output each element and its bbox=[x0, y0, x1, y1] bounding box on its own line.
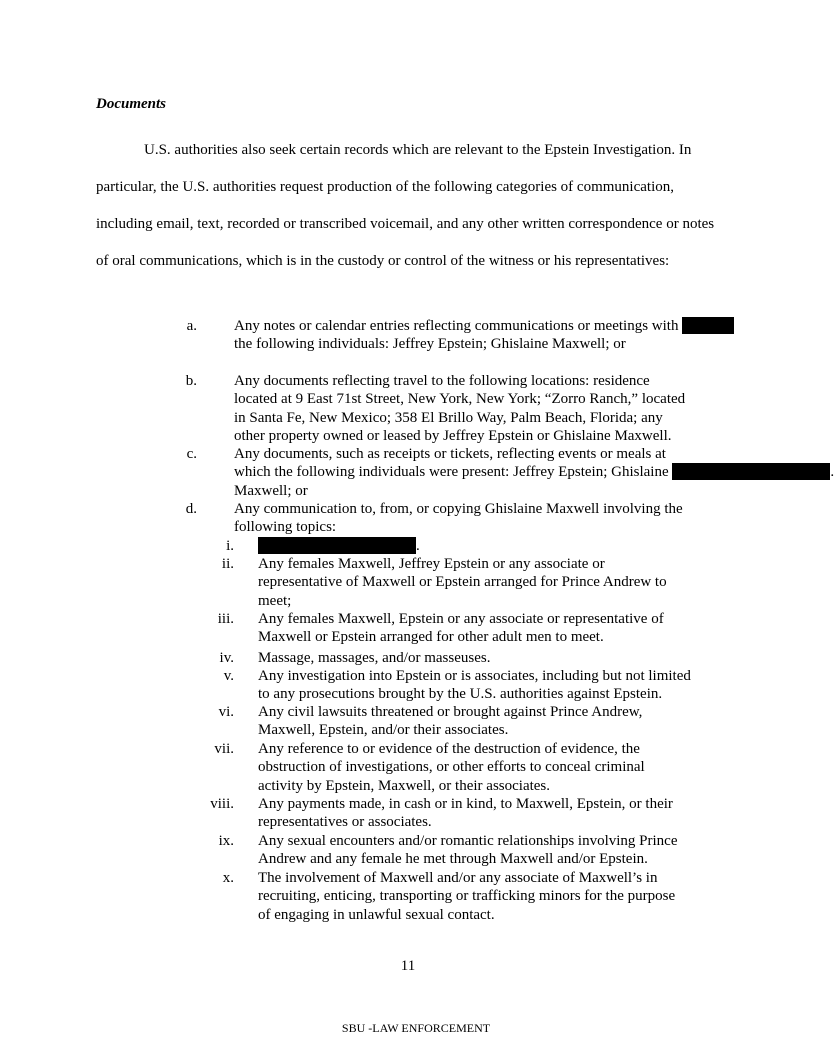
list-item bbox=[234, 445, 834, 500]
sublist-item bbox=[258, 703, 728, 740]
list-item-end: . bbox=[830, 464, 834, 481]
list-marker: c. bbox=[186, 446, 197, 462]
sublist-marker: ii. bbox=[221, 556, 234, 572]
sublist-item-end: . bbox=[416, 538, 420, 554]
sublist-item-line: Any civil lawsuits threatened or brought against Prince Andrew, bbox=[258, 704, 643, 720]
sublist-item-line: Any sexual encounters and/or romantic relationships involving Prince bbox=[258, 833, 678, 849]
intro-paragraph-text: U.S. authorities also seek certain records which are relevant to the Epstein Investigation. In particular, the U.S. authorities request production of the following categories of communication, including email, text, recorded or transcribed voicemail, and any other written correspondence or notes of oral communications, which is in the custody or control of the witness or his representatives: bbox=[96, 142, 715, 269]
sublist-item-line: recruiting, enticing, transporting or trafficking minors for the purpose bbox=[258, 888, 676, 905]
sublist-item bbox=[258, 555, 728, 610]
sublist-item bbox=[258, 740, 728, 795]
list-item-text: Any documents, such as receipts or tickets, reflecting events or meals at bbox=[234, 446, 666, 462]
sublist-item-line: The involvement of Maxwell and/or any associate of Maxwell’s in bbox=[258, 870, 658, 886]
sublist-marker: ix. bbox=[218, 833, 234, 849]
sublist-item-line: representatives or associates. bbox=[258, 814, 432, 831]
list-item-line bbox=[234, 463, 834, 481]
sublist-item-line: Any investigation into Epstein or is associates, including but not limited bbox=[258, 668, 691, 684]
footer-classification: SBU -LAW ENFORCEMENT bbox=[341, 1021, 491, 1035]
intro-paragraph bbox=[96, 132, 726, 280]
list-item-text: following topics: bbox=[234, 519, 337, 536]
sublist-item-line: meet; bbox=[258, 592, 292, 609]
list-item-line bbox=[234, 427, 734, 445]
list-marker: d. bbox=[185, 501, 197, 517]
sublist-item-line: Maxwell, Epstein, and/or their associates. bbox=[258, 722, 509, 739]
list-item-line bbox=[234, 317, 734, 335]
list-item-text: which the following individuals were present: Jeffrey Epstein; Ghislaine bbox=[234, 464, 669, 481]
list-item-line bbox=[234, 445, 734, 463]
sublist-item-line: of engaging in unlawful sexual contact. bbox=[258, 906, 495, 923]
list-item bbox=[234, 372, 734, 445]
list-item-text: Any notes or calendar entries reflecting communications or meetings with bbox=[234, 318, 679, 334]
sublist-item-line bbox=[258, 537, 728, 555]
page-number: 11 bbox=[400, 958, 416, 974]
sublist-marker: iv. bbox=[219, 650, 234, 666]
list-item-text: in Santa Fe, New Mexico; 358 El Brillo Way, Palm Beach, Florida; any bbox=[234, 409, 663, 426]
list-item-line bbox=[234, 335, 734, 353]
sublist-marker: v. bbox=[223, 668, 234, 684]
redaction-block bbox=[682, 317, 734, 334]
list-item-line bbox=[234, 500, 734, 518]
sublist-marker: viii. bbox=[210, 796, 234, 812]
sublist-item-line: Any payments made, in cash or in kind, to Maxwell, Epstein, or their bbox=[258, 796, 673, 812]
sublist-marker: vii. bbox=[214, 741, 234, 757]
sublist-item-line: Maxwell or Epstein arranged for other adult men to meet. bbox=[258, 629, 604, 646]
sublist-item bbox=[258, 832, 728, 869]
sublist-item bbox=[258, 537, 728, 555]
sublist-item-line: Massage, massages, and/or masseuses. bbox=[258, 650, 491, 666]
list-item bbox=[234, 317, 734, 354]
sublist-marker: x. bbox=[222, 870, 234, 886]
list-item-line bbox=[234, 372, 734, 390]
list-item bbox=[234, 500, 734, 537]
list-item-text: other property owned or leased by Jeffrey Epstein or Ghislaine Maxwell. bbox=[234, 427, 672, 444]
sublist-item bbox=[258, 667, 728, 704]
sublist-item-line: Any reference to or evidence of the destruction of evidence, the bbox=[258, 741, 640, 757]
sublist-item-line: obstruction of investigations, or other efforts to conceal criminal bbox=[258, 759, 645, 776]
list-item-line bbox=[234, 390, 734, 408]
sublist-item bbox=[258, 649, 728, 667]
list-item-line bbox=[234, 482, 734, 500]
list-marker: b. bbox=[185, 373, 197, 389]
list-item-text: Any communication to, from, or copying Ghislaine Maxwell involving the bbox=[234, 501, 683, 517]
sublist-item bbox=[258, 610, 728, 647]
sublist-item bbox=[258, 795, 728, 832]
list-item-text: the following individuals: Jeffrey Epstein; Ghislaine Maxwell; or bbox=[234, 336, 626, 353]
section-heading: Documents bbox=[96, 96, 167, 112]
list-item-text: located at 9 East 71st Street, New York, New York; “Zorro Ranch,” located bbox=[234, 391, 686, 408]
redaction-block bbox=[672, 463, 830, 480]
list-item-line bbox=[234, 409, 734, 427]
list-item-text: Any documents reflecting travel to the following locations: residence bbox=[234, 373, 650, 389]
list-marker: a. bbox=[186, 318, 197, 334]
sublist-item bbox=[258, 869, 728, 924]
sublist-marker: vi. bbox=[218, 704, 234, 720]
sublist-item-line: Any females Maxwell, Jeffrey Epstein or any associate or bbox=[258, 556, 605, 572]
sublist-item-line: to any prosecutions brought by the U.S. authorities against Epstein. bbox=[258, 686, 663, 703]
sublist-marker: i. bbox=[226, 538, 234, 554]
list-item-text: Maxwell; or bbox=[234, 482, 308, 499]
sublist-item-line: Any females Maxwell, Epstein or any associate or representative of bbox=[258, 611, 664, 627]
list-item-line bbox=[234, 518, 734, 536]
redaction-block bbox=[258, 537, 416, 554]
sublist-marker: iii. bbox=[217, 611, 234, 627]
sublist-item-line: activity by Epstein, Maxwell, or their associates. bbox=[258, 777, 551, 794]
sublist-item-line: Andrew and any female he met through Maxwell and/or Epstein. bbox=[258, 851, 648, 868]
sublist-item-line: representative of Maxwell or Epstein arranged for Prince Andrew to bbox=[258, 574, 667, 591]
